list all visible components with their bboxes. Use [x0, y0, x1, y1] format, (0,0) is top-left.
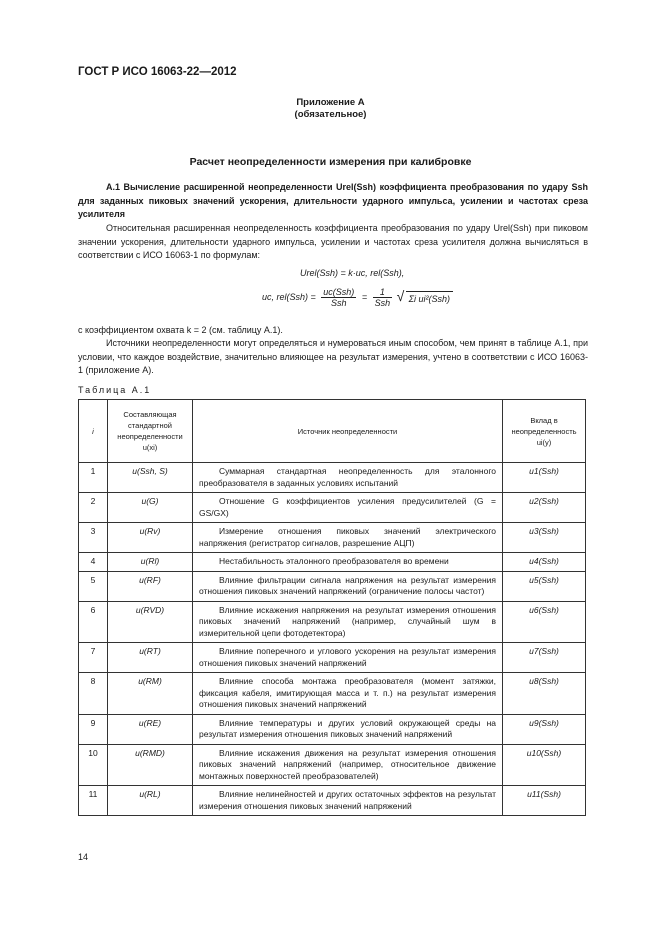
paragraph-coverage: с коэффициентом охвата k = 2 (см. таблицу А.1).	[78, 325, 283, 335]
row-description: Влияние нелинейностей и других остаточных эффектов на результат измерения отношения пиковых значений напряжений	[193, 786, 503, 816]
formula-equals: =	[361, 291, 368, 302]
row-symbol: u(Rv)	[108, 523, 193, 553]
row-symbol: u(RMD)	[108, 744, 193, 786]
fraction-denominator: Ssh	[331, 298, 347, 308]
row-number: 3	[79, 523, 108, 553]
row-symbol: u(RM)	[108, 673, 193, 715]
header-contribution: Вклад в неопределенность ui(y)	[503, 400, 586, 463]
page-title: Расчет неопределенности измерения при калибровке	[189, 156, 472, 168]
table-row	[79, 714, 586, 744]
uncertainty-table	[78, 399, 586, 816]
row-description: Влияние искажения напряжения на результат измерения отношения пиковых значений напряжений (например, случайный шум в измерительной цепи фотодетектора)	[193, 601, 503, 643]
table-header-row	[79, 400, 586, 463]
row-number: 4	[79, 553, 108, 572]
row-description: Нестабильность эталонного преобразователя во времени	[193, 553, 503, 572]
row-contribution: u4(Ssh)	[503, 553, 586, 572]
fraction-numerator: 1	[373, 287, 393, 298]
formula-fraction-2	[373, 287, 393, 308]
row-description: Отношение G коэффициентов усиления предусилителей (G = GS/GX)	[193, 493, 503, 523]
fraction-denominator: Ssh	[374, 298, 391, 308]
page-number: 14	[78, 852, 89, 862]
fraction-numerator: uc(Ssh)	[323, 287, 355, 297]
formula-lhs: uc, rel(Ssh) =	[262, 291, 316, 302]
row-number: 6	[79, 601, 108, 643]
paragraph-sources: Источники неопределенности могут определяться и нумероваться иным способом, чем принят в таблице А.1, при условии, что каждое воздействие, значительно влияющее на результат измерения, учтено в соответствии с ИСО 16063-1 (приложение А).	[78, 338, 588, 375]
row-symbol: u(G)	[108, 493, 193, 523]
table-row	[79, 786, 586, 816]
header-source: Источник неопределенности	[193, 400, 503, 463]
table-row	[79, 744, 586, 786]
row-symbol: u(RVD)	[108, 601, 193, 643]
table-row	[79, 571, 586, 601]
document-header: ГОСТ Р ИСО 16063-22—2012	[78, 66, 237, 78]
row-number: 11	[79, 786, 108, 816]
row-symbol: u(RL)	[108, 786, 193, 816]
row-contribution: u10(Ssh)	[503, 744, 586, 786]
formula-fraction-1	[321, 287, 356, 308]
row-symbol: u(RT)	[108, 643, 193, 673]
row-symbol: u(RE)	[108, 714, 193, 744]
formula-expanded-uncertainty: Urel(Ssh) = k·uc, rel(Ssh),	[300, 268, 405, 278]
appendix-label: Приложение А	[296, 97, 365, 108]
row-description: Влияние поперечного и углового ускорения на результат измерения отношения пиковых значений напряжений	[193, 643, 503, 673]
table-body	[79, 463, 586, 816]
row-number: 1	[79, 463, 108, 493]
formula-combined-uncertainty	[262, 287, 453, 308]
row-description: Суммарная стандартная неопределенность для эталонного преобразователя в заданных условиях испытаний	[193, 463, 503, 493]
row-number: 5	[79, 571, 108, 601]
formula-sqrt: √ Σi ui²(Ssh)	[406, 291, 453, 304]
table-label: Таблица А.1	[78, 385, 152, 395]
row-contribution: u6(Ssh)	[503, 601, 586, 643]
table-row	[79, 463, 586, 493]
row-number: 10	[79, 744, 108, 786]
table-row	[79, 523, 586, 553]
row-contribution: u3(Ssh)	[503, 523, 586, 553]
row-description: Измерение отношения пиковых значений электрического напряжения (регистратор сигналов, разрешение АЦП)	[193, 523, 503, 553]
header-symbol: Составляющая стандартной неопределенности u(xi)	[108, 400, 193, 463]
row-contribution: u9(Ssh)	[503, 714, 586, 744]
appendix-title	[0, 97, 661, 121]
row-description: Влияние температуры и других условий окружающей среды на результат измерения отношения пиковых значений напряжений	[193, 714, 503, 744]
row-symbol: u(RF)	[108, 571, 193, 601]
row-contribution: u2(Ssh)	[503, 493, 586, 523]
row-symbol: u(Rl)	[108, 553, 193, 572]
row-number: 8	[79, 673, 108, 715]
table-row	[79, 673, 586, 715]
row-number: 9	[79, 714, 108, 744]
table-row	[79, 493, 586, 523]
row-description: Влияние искажения движения на результат измерения отношения пиковых значений напряжений (например, относительное движение монтажных поверхностей преобразователей)	[193, 744, 503, 786]
row-number: 7	[79, 643, 108, 673]
row-contribution: u8(Ssh)	[503, 673, 586, 715]
table-row	[79, 643, 586, 673]
header-num: i	[79, 400, 108, 463]
paragraph-intro: Относительная расширенная неопределенность коэффициента преобразования по удару Urel(Ssh) при пиковом значении ускорения, длительности ударного импульса, усилении и частотах среза усилителя должна вычисляться в соответствии с ИСО 16063-1 по формулам:	[78, 223, 588, 260]
row-number: 2	[79, 493, 108, 523]
section-heading: А.1 Вычисление расширенной неопределенности Urel(Ssh) коэффициента преобразования по удару Ssh для заданных пиковых значений ускорения, длительности ударного импульса, усилении и частотах среза усилителя	[78, 182, 588, 219]
row-description: Влияние фильтрации сигнала напряжения на результат измерения отношения пиковых значений напряжений (ограничение полосы частот)	[193, 571, 503, 601]
row-contribution: u7(Ssh)	[503, 643, 586, 673]
row-contribution: u11(Ssh)	[503, 786, 586, 816]
row-contribution: u1(Ssh)	[503, 463, 586, 493]
row-symbol: u(Ssh, S)	[108, 463, 193, 493]
table-row	[79, 601, 586, 643]
row-contribution: u5(Ssh)	[503, 571, 586, 601]
appendix-status: (обязательное)	[294, 109, 367, 120]
table-row	[79, 553, 586, 572]
row-description: Влияние способа монтажа преобразователя (момент затяжки, фиксация кабеля, имитирующая масса и т. п.) на результат измерения отношения пиковых значений напряжений	[193, 673, 503, 715]
